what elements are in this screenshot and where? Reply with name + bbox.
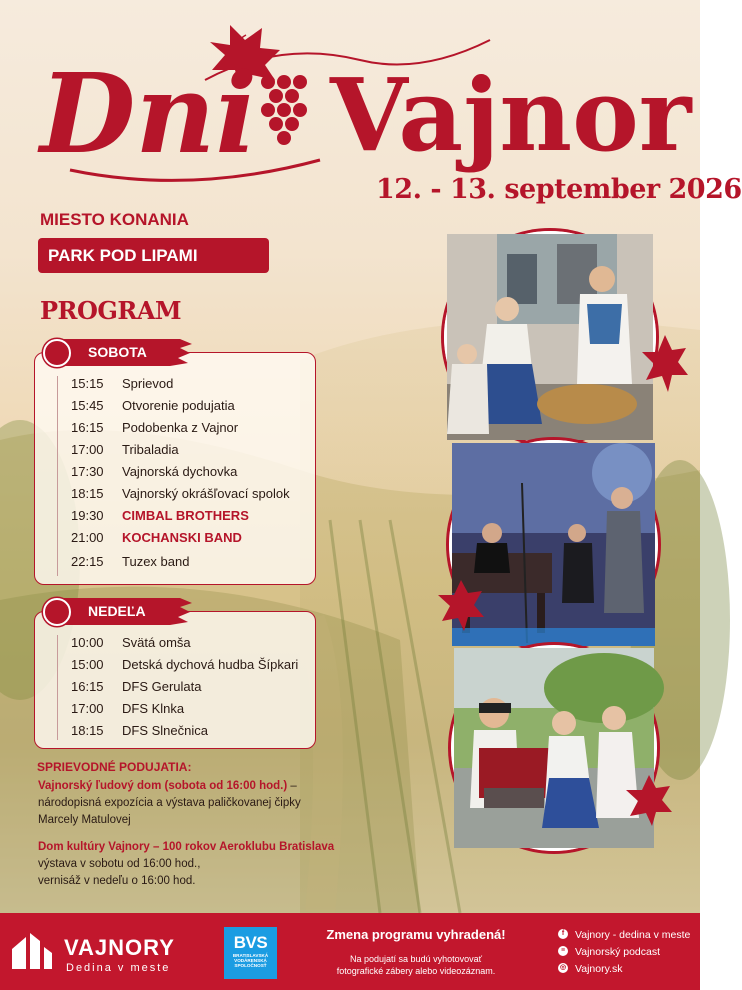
grape-leaf-icon xyxy=(436,575,486,635)
social-label: Vajnory.sk xyxy=(575,963,623,975)
vajnory-logo-icon xyxy=(10,931,54,971)
social-label: Vajnorský podcast xyxy=(575,946,661,958)
bvs-name-line: BRATISLAVSKÁ xyxy=(232,953,269,958)
instagram-icon: ◎ xyxy=(559,964,567,971)
grapes-icon xyxy=(261,75,307,145)
title-part1: Dni xyxy=(40,49,258,178)
grape-leaf-icon xyxy=(624,770,674,830)
brand-tagline: Dedina v meste xyxy=(66,962,171,974)
accompanying-event-1-title: Vajnorský ľudový dom (sobota od 16:00 hod.) xyxy=(38,780,288,792)
bvs-logo xyxy=(224,927,277,979)
day-tag-saturday xyxy=(40,339,192,366)
brand-name: VAJNORY xyxy=(64,935,175,960)
accompanying-event-2-line2: výstava v sobotu od 16:00 hod., xyxy=(38,858,201,870)
social-label: Vajnory - dedina v meste xyxy=(575,929,691,941)
accompanying-event-1-text: – národopisná expozícia a výstava paličkovanej čipky Marcely Matulovej xyxy=(38,780,301,826)
poster: Dni Vajnor 12. - 13. september 2026 MIESTO KONANIA PARK POD LIPAMI PROGRAM SOBOTA 15:15 Sprievod 15:45 Otvorenie podujatia 16:15 Podobenka z Vajnor 17:00 Tribaladia 17:30 Vajnorská dychovka 18:15 Vajnorský okrášľovací spolok 19:30 CIMBAL BROTHERS 21:00 KOCHANSKI BAND 22:15 Tuzex band NEDEĽA 10:00 Svätá omša 15:00 Detská dychová hudba Šípkari 16:15 DFS Gerulata 17:00 DFS Klnka 18:15 DFS Slnečnica SPRIEVODNÉ PODUJATIA: Vajnorský ľudový dom (sobota od 16:00 hod.) – národopisná expozícia a výstava paličkovanej čipky Marcely Matulovej Dom kultúry Vajnory – 100 rokov Aeroklubu Bratislava výstava v sobotu od 16:00 hod., vernisáž v nedeľu o 16:00 hod. VAJNORY Dedina v meste BVS BRATISLAVSKÁ VODÁRENSKÁ SPOLOČNOSŤ Zmena programu vyhradená! Na podujatí sa budú vyhotovovať fotografické zábery alebo videozáznam. f Vajnory - dedina v meste ≡ Vajnorský podcast ◎ Vajnory.sk xyxy=(0,0,700,990)
program-title: PROGRAM xyxy=(40,296,182,325)
social-facebook[interactable] xyxy=(558,929,690,941)
bvs-name-line: VODÁRENSKÁ xyxy=(234,958,267,964)
venue-label: MIESTO KONANIA xyxy=(40,210,189,229)
bvs-name-line: SPOLOČNOSŤ xyxy=(234,963,267,969)
accompanying-event-2 xyxy=(38,839,338,890)
social-instagram[interactable] xyxy=(558,963,622,975)
social-podcast[interactable] xyxy=(558,946,660,958)
venue-value: PARK POD LIPAMI xyxy=(38,238,269,273)
accompanying-event-1 xyxy=(38,778,338,829)
event-title-logo xyxy=(40,20,692,190)
accompanying-events-heading: SPRIEVODNÉ PODUJATIA: xyxy=(37,760,192,774)
bvs-abbr: BVS xyxy=(233,933,268,952)
event-date: 12. - 13. september 2026 xyxy=(376,174,742,205)
calendar-icon xyxy=(43,339,71,367)
accompanying-event-2-title: Dom kultúry Vajnory – 100 rokov Aeroklubu Bratislava xyxy=(38,841,335,853)
facebook-icon: f xyxy=(558,929,568,939)
grape-leaf-icon xyxy=(640,330,690,400)
podcast-icon: ≡ xyxy=(558,946,568,956)
photo-notice: Na podujatí sa budú vyhotovovať fotografické zábery alebo videozáznam. xyxy=(336,954,496,976)
day-tag-sunday xyxy=(40,598,192,625)
photo-folk-procession xyxy=(444,231,656,443)
day-label-saturday: SOBOTA xyxy=(88,344,147,360)
accompanying-event-2-line3: vernisáž v nedeľu o 16:00 hod. xyxy=(38,875,196,887)
title-part2: Vajnor xyxy=(330,56,692,174)
program-change-notice: Zmena programu vyhradená! xyxy=(326,927,506,942)
day-label-sunday: NEDEĽA xyxy=(88,603,146,619)
calendar-icon xyxy=(43,598,71,626)
